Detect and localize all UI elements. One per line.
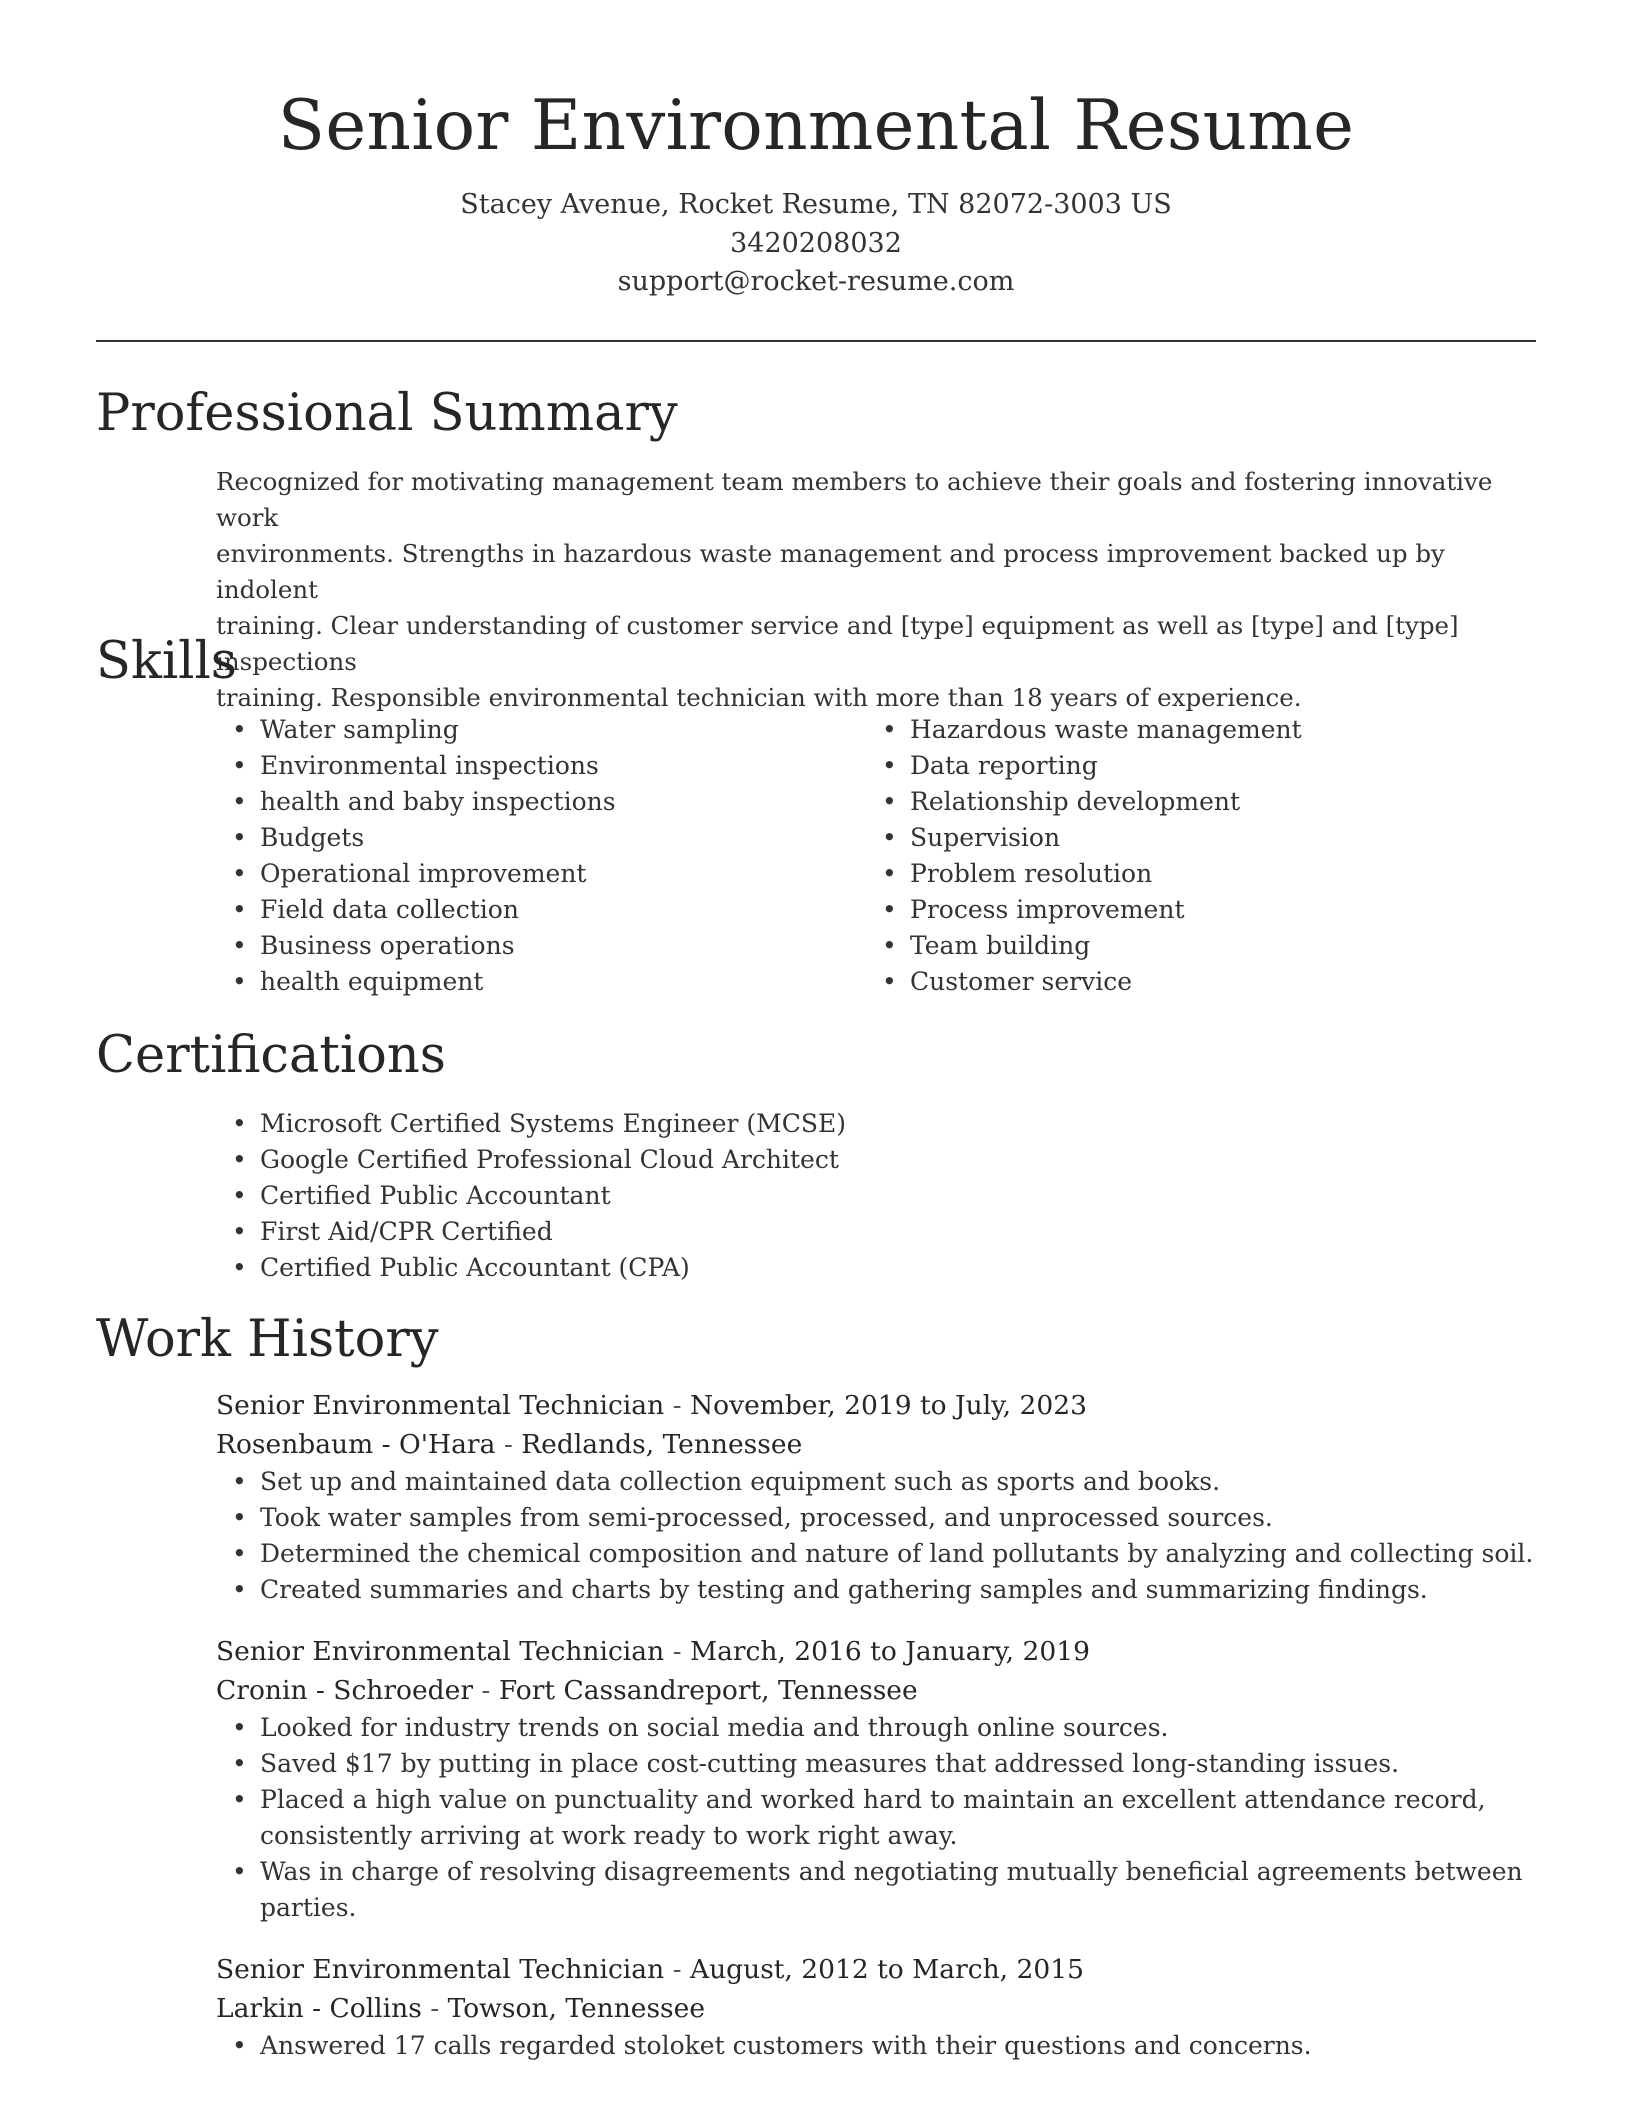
job-company: Cronin - Schroeder <box>216 1675 473 1706</box>
job-location: Redlands, Tennessee <box>521 1429 803 1460</box>
job-bullet-text: parties. <box>260 1893 357 1922</box>
bullet-icon: • <box>232 1217 247 1246</box>
job-bullets <box>216 1710 1536 1926</box>
bullet-icon: • <box>882 967 897 996</box>
job-bullet-text: Determined the chemical composition and nature of land pollutants by analyzing and collecting soil. <box>260 1539 1534 1568</box>
skill-item-text: Supervision <box>910 823 1061 852</box>
bullet-icon: • <box>232 1145 247 1174</box>
separator: - <box>495 1429 522 1460</box>
address-text: Stacey Avenue, Rocket Resume, TN 82072-3003 US <box>460 189 1172 220</box>
resume-header <box>96 0 1536 302</box>
job-company-line <box>216 1671 1536 1710</box>
bullet-icon: • <box>232 2031 247 2060</box>
skill-item <box>866 712 1516 748</box>
job-bullet-text: Took water samples from semi-processed, processed, and unprocessed sources. <box>260 1503 1273 1532</box>
skill-item-text: Process improvement <box>910 895 1185 924</box>
bullet-icon: • <box>882 787 897 816</box>
separator: - <box>664 1636 690 1667</box>
certification-item-text: Certified Public Accountant (CPA) <box>260 1253 690 1282</box>
bullet-icon: • <box>232 1713 247 1742</box>
skills-columns <box>216 712 1536 1000</box>
job-bullet-item <box>216 1572 1536 1608</box>
bullet-icon: • <box>232 823 247 852</box>
job-entry <box>216 1950 1536 2064</box>
bullet-icon: • <box>232 931 247 960</box>
skills-section <box>96 630 1536 1000</box>
job-bullet-item <box>216 1500 1536 1536</box>
skill-item <box>866 964 1516 1000</box>
skill-item <box>866 892 1516 928</box>
email-text: support@rocket-resume.com <box>617 266 1015 297</box>
skills-list-right <box>866 712 1516 1000</box>
skill-item-text: Environmental inspections <box>260 751 599 780</box>
bullet-icon: • <box>232 967 247 996</box>
skill-item <box>216 784 866 820</box>
summary-line: environments. Strengths in hazardous waste management and process improvement backed up by indolent <box>216 539 1445 604</box>
skill-item-text: Relationship development <box>910 787 1241 816</box>
job-bullet-text: Was in charge of resolving disagreements and negotiating mutually beneficial agreements between <box>260 1857 1523 1886</box>
job-bullet-item <box>216 1536 1536 1572</box>
work-history-heading: Work History <box>96 1310 439 1369</box>
job-bullet-item <box>216 2028 1536 2064</box>
skill-item <box>216 964 866 1000</box>
job-bullet-text: Created summaries and charts by testing and gathering samples and summarizing findings. <box>260 1575 1428 1604</box>
job-bullets <box>216 2028 1536 2064</box>
certification-item <box>216 1250 1536 1286</box>
job-title-line <box>216 1950 1536 1989</box>
job-bullet-item <box>216 1746 1536 1782</box>
bullet-icon: • <box>232 1575 247 1604</box>
bullet-icon: • <box>232 1503 247 1532</box>
job-entry <box>216 1632 1536 1926</box>
separator: - <box>664 1390 690 1421</box>
bullet-icon: • <box>232 1539 247 1568</box>
skill-item-text: Field data collection <box>260 895 519 924</box>
bullet-icon: • <box>232 787 247 816</box>
bullet-icon: • <box>232 1467 247 1496</box>
contact-info <box>96 186 1536 302</box>
bullet-icon: • <box>232 1181 247 1210</box>
bullet-icon: • <box>232 751 247 780</box>
skill-item-text: Team building <box>910 931 1091 960</box>
bullet-icon: • <box>882 895 897 924</box>
job-dates: March, 2016 to January, 2019 <box>689 1636 1090 1667</box>
summary-line: training. Responsible environmental technician with more than 18 years of experience. <box>216 683 1302 712</box>
skill-item-text: Water sampling <box>260 715 459 744</box>
summary-line: training. Clear understanding of customer service and [type] equipment as well as [type] and [type] inspections <box>216 611 1459 676</box>
certification-item <box>216 1214 1536 1250</box>
job-bullet-text: Placed a high value on punctuality and worked hard to maintain an excellent attendance record, <box>260 1785 1486 1814</box>
certification-item-text: First Aid/CPR Certified <box>260 1217 553 1246</box>
job-entry <box>216 1386 1536 1608</box>
bullet-icon: • <box>232 1785 247 1814</box>
skills-column-right <box>866 712 1516 1000</box>
bullet-icon: • <box>232 895 247 924</box>
certifications-list <box>216 1106 1536 1286</box>
skill-item <box>216 928 866 964</box>
certification-item-text: Certified Public Accountant <box>260 1181 611 1210</box>
job-bullet-text: Looked for industry trends on social media and through online sources. <box>260 1713 1169 1742</box>
certification-item <box>216 1142 1536 1178</box>
certification-item <box>216 1106 1536 1142</box>
job-company-line <box>216 1989 1536 2028</box>
bullet-icon: • <box>232 1109 247 1138</box>
certification-item-text: Google Certified Professional Cloud Architect <box>260 1145 839 1174</box>
skill-item <box>216 856 866 892</box>
skill-item-text: health and baby inspections <box>260 787 616 816</box>
skill-item-text: Operational improvement <box>260 859 587 888</box>
job-bullet-item <box>216 1710 1536 1746</box>
job-dates: November, 2019 to July, 2023 <box>689 1390 1087 1421</box>
certification-item <box>216 1178 1536 1214</box>
skill-item <box>866 928 1516 964</box>
certification-item-text: Microsoft Certified Systems Engineer (MCSE) <box>260 1109 847 1138</box>
summary-heading: Professional Summary <box>96 384 678 443</box>
header-divider <box>96 340 1536 342</box>
separator: - <box>421 1993 448 2024</box>
job-bullet-text: Set up and maintained data collection equipment such as sports and books. <box>260 1467 1221 1496</box>
skill-item-text: Hazardous waste management <box>910 715 1302 744</box>
skill-item <box>216 712 866 748</box>
job-bullet-text: Saved $17 by putting in place cost-cutting measures that addressed long-standing issues. <box>260 1749 1400 1778</box>
skill-item-text: Data reporting <box>910 751 1098 780</box>
skill-item <box>216 748 866 784</box>
resume-page <box>96 0 1536 2060</box>
phone-text: 3420208032 <box>730 227 902 259</box>
bullet-icon: • <box>232 1253 247 1282</box>
bullet-icon: • <box>882 751 897 780</box>
skill-item-text: Budgets <box>260 823 365 852</box>
job-bullet-item <box>216 1464 1536 1500</box>
bullet-icon: • <box>882 715 897 744</box>
bullet-icon: • <box>232 1857 247 1886</box>
bullet-icon: • <box>882 859 897 888</box>
job-bullet-text: consistently arriving at work ready to work right away. <box>260 1821 958 1850</box>
skill-item-text: Customer service <box>910 967 1133 996</box>
bullet-icon: • <box>232 1749 247 1778</box>
skills-column-left <box>216 712 866 1000</box>
certifications-wrap <box>216 1106 1536 1286</box>
job-location: Towson, Tennessee <box>447 1993 706 2024</box>
work-history-section <box>96 1308 1536 1372</box>
job-title: Senior Environmental Technician <box>216 1390 665 1421</box>
job-title-line <box>216 1632 1536 1671</box>
job-bullet-item <box>216 1782 1536 1854</box>
bullet-icon: • <box>882 931 897 960</box>
summary-line: Recognized for motivating management team members to achieve their goals and fostering innovative work <box>216 467 1493 532</box>
skill-item <box>866 748 1516 784</box>
resume-title: Senior Environmental Resume <box>277 86 1355 166</box>
skill-item-text: Business operations <box>260 931 515 960</box>
job-company-line <box>216 1425 1536 1464</box>
job-company: Rosenbaum - O'Hara <box>216 1429 496 1460</box>
job-bullet-item <box>216 1854 1536 1926</box>
bullet-icon: • <box>232 715 247 744</box>
job-company: Larkin - Collins <box>216 1993 422 2024</box>
jobs-container <box>96 1386 1536 2064</box>
job-location: Fort Cassandreport, Tennessee <box>498 1675 918 1706</box>
skill-item-text: Problem resolution <box>910 859 1153 888</box>
skills-heading: Skills <box>96 632 237 691</box>
job-title: Senior Environmental Technician <box>216 1636 665 1667</box>
skills-list-left <box>216 712 866 1000</box>
job-title: Senior Environmental Technician <box>216 1954 665 1985</box>
job-dates: August, 2012 to March, 2015 <box>689 1954 1084 1985</box>
bullet-icon: • <box>882 823 897 852</box>
skill-item <box>216 820 866 856</box>
skill-item <box>866 784 1516 820</box>
job-bullet-text: Answered 17 calls regarded stoloket customers with their questions and concerns. <box>260 2031 1312 2060</box>
job-bullets <box>216 1464 1536 1608</box>
bullet-icon: • <box>232 859 247 888</box>
certifications-heading: Certifications <box>96 1026 446 1085</box>
skill-item <box>866 820 1516 856</box>
certifications-section <box>96 1024 1536 1286</box>
separator: - <box>473 1675 499 1706</box>
job-title-line <box>216 1386 1536 1425</box>
skill-item <box>216 892 866 928</box>
skill-item <box>866 856 1516 892</box>
skill-item-text: health equipment <box>260 967 484 996</box>
separator: - <box>664 1954 690 1985</box>
